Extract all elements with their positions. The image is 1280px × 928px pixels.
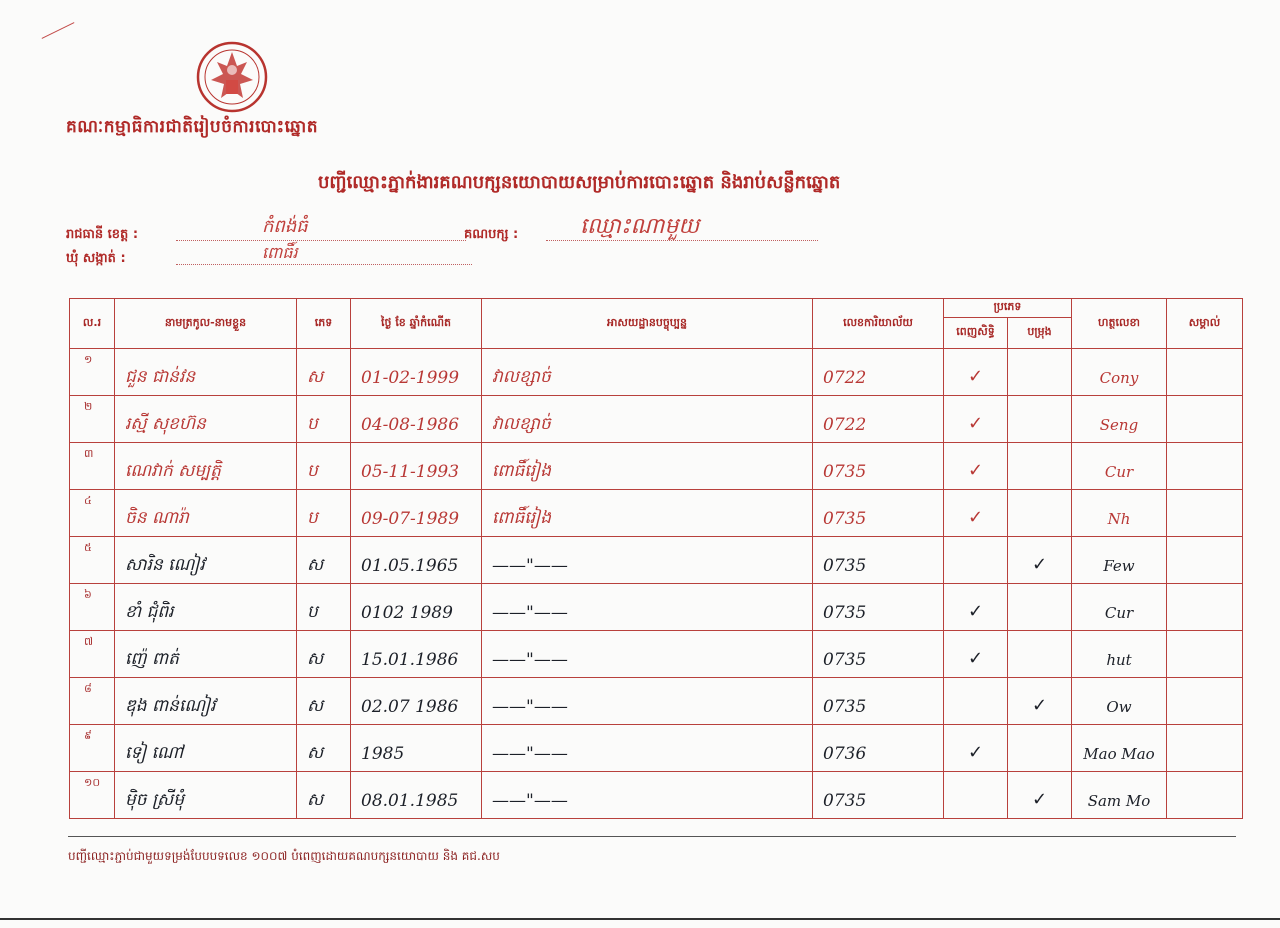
role-full-check: ✓ bbox=[967, 506, 984, 528]
col-dob: ថ្ងៃ ខែ ឆ្នាំកំណើត bbox=[351, 299, 482, 349]
station-cell bbox=[813, 490, 944, 537]
role-reserve-cell bbox=[1008, 772, 1072, 819]
col-address: អាសយដ្ឋានបច្ចុប្បន្ន bbox=[482, 299, 813, 349]
dob-cell bbox=[351, 490, 482, 537]
row-number: ៧ bbox=[84, 635, 94, 648]
station-cell bbox=[813, 584, 944, 631]
row-number: ១០ bbox=[84, 776, 101, 789]
sex-cell bbox=[297, 631, 351, 678]
station-number: 0735 bbox=[823, 556, 867, 576]
role-full-check: ✓ bbox=[967, 600, 984, 622]
role-full-check: ✓ bbox=[967, 459, 984, 481]
table-row bbox=[70, 396, 1243, 443]
row-number: ៥ bbox=[84, 541, 92, 554]
sex-cell bbox=[297, 725, 351, 772]
agent-address: ——"—— bbox=[492, 650, 568, 670]
agent-address: ——"—— bbox=[492, 697, 568, 717]
role-reserve-cell bbox=[1008, 490, 1072, 537]
agent-signature: Nh bbox=[1107, 510, 1131, 528]
sex-cell bbox=[297, 584, 351, 631]
name-cell bbox=[115, 631, 297, 678]
station-cell bbox=[813, 443, 944, 490]
role-reserve-check: ✓ bbox=[1031, 553, 1048, 575]
signature-cell bbox=[1072, 490, 1167, 537]
table-row bbox=[70, 490, 1243, 537]
agent-dob: 0102 1989 bbox=[361, 603, 453, 623]
agent-dob: 02.07 1986 bbox=[361, 697, 459, 717]
dob-cell bbox=[351, 443, 482, 490]
role-reserve-cell bbox=[1008, 349, 1072, 396]
station-cell bbox=[813, 537, 944, 584]
agent-dob: 04-08-1986 bbox=[361, 415, 460, 435]
signature-cell bbox=[1072, 772, 1167, 819]
table-row bbox=[70, 443, 1243, 490]
dob-cell bbox=[351, 396, 482, 443]
document-title: បញ្ជីឈ្មោះភ្នាក់ងារគណបក្សនយោបាយសម្រាប់ការបោះឆ្នោត និងរាប់សន្លឹកឆ្នោត bbox=[318, 172, 841, 193]
signature-cell bbox=[1072, 443, 1167, 490]
row-no-cell bbox=[70, 725, 115, 772]
row-number: ៦ bbox=[84, 588, 92, 601]
role-reserve-cell bbox=[1008, 537, 1072, 584]
agent-address: វាលខ្សាច់ bbox=[492, 413, 551, 434]
dob-cell bbox=[351, 631, 482, 678]
dob-cell bbox=[351, 349, 482, 396]
station-cell bbox=[813, 349, 944, 396]
signature-cell bbox=[1072, 396, 1167, 443]
name-cell bbox=[115, 537, 297, 584]
role-full-cell bbox=[944, 584, 1008, 631]
agent-name: ណេវាក់ សម្បត្តិ bbox=[125, 460, 221, 481]
party-value: ឈ្មោះណាមួយ bbox=[580, 214, 700, 239]
role-full-check: ✓ bbox=[967, 365, 984, 387]
province-label: រាជធានី ខេត្ត : bbox=[66, 227, 139, 242]
table-row bbox=[70, 678, 1243, 725]
name-cell bbox=[115, 772, 297, 819]
commune-line bbox=[176, 264, 472, 265]
agent-dob: 05-11-1993 bbox=[361, 462, 460, 482]
station-number: 0722 bbox=[823, 415, 867, 435]
address-cell bbox=[482, 349, 813, 396]
remark-cell bbox=[1167, 725, 1243, 772]
role-reserve-cell bbox=[1008, 725, 1072, 772]
address-cell bbox=[482, 443, 813, 490]
agent-sex: ស bbox=[307, 789, 324, 810]
agent-signature: Cur bbox=[1104, 604, 1134, 622]
address-cell bbox=[482, 772, 813, 819]
agent-dob: 09-07-1989 bbox=[361, 509, 460, 529]
col-role-group: ប្រភេទ bbox=[944, 299, 1072, 318]
signature-cell bbox=[1072, 349, 1167, 396]
table-row bbox=[70, 584, 1243, 631]
row-no-cell bbox=[70, 443, 115, 490]
agent-name: ម៉ិច ស្រីមុំ bbox=[125, 789, 185, 810]
agent-sex: ស bbox=[307, 366, 324, 387]
col-remark: សម្គាល់ bbox=[1167, 299, 1243, 349]
role-full-cell bbox=[944, 725, 1008, 772]
row-no-cell bbox=[70, 678, 115, 725]
agent-name: ឌុង ពាន់ណៀវ bbox=[125, 695, 216, 716]
row-no-cell bbox=[70, 490, 115, 537]
agent-sex: ស bbox=[307, 742, 324, 763]
table-row bbox=[70, 537, 1243, 584]
agent-name: ចិន ណារ៉ា bbox=[125, 507, 189, 528]
address-cell bbox=[482, 537, 813, 584]
role-full-check: ✓ bbox=[967, 741, 984, 763]
agent-dob: 01-02-1999 bbox=[361, 368, 460, 388]
sex-cell bbox=[297, 537, 351, 584]
sex-cell bbox=[297, 349, 351, 396]
sex-cell bbox=[297, 490, 351, 537]
col-role-full: ពេញសិទ្ធិ bbox=[944, 318, 1008, 349]
footer-note: បញ្ជីឈ្មោះភ្ជាប់ជាមួយទម្រង់បែបបទលេខ ១០០៧ បំពេញដោយគណបក្សនយោបាយ និង គជ.សប bbox=[68, 849, 500, 863]
role-reserve-cell bbox=[1008, 443, 1072, 490]
role-reserve-check: ✓ bbox=[1031, 694, 1048, 716]
signature-cell bbox=[1072, 584, 1167, 631]
row-no-cell bbox=[70, 537, 115, 584]
agent-signature: hut bbox=[1106, 651, 1132, 669]
name-cell bbox=[115, 396, 297, 443]
agent-sex: ស bbox=[307, 695, 324, 716]
dob-cell bbox=[351, 678, 482, 725]
row-number: ៣ bbox=[84, 447, 94, 460]
name-cell bbox=[115, 443, 297, 490]
remark-cell bbox=[1167, 396, 1243, 443]
address-cell bbox=[482, 584, 813, 631]
signature-cell bbox=[1072, 631, 1167, 678]
agent-address: ——"—— bbox=[492, 556, 568, 576]
sex-cell bbox=[297, 396, 351, 443]
station-cell bbox=[813, 725, 944, 772]
agent-dob: 1985 bbox=[361, 744, 405, 764]
agent-signature: Seng bbox=[1099, 416, 1139, 434]
agent-address: ——"—— bbox=[492, 603, 568, 623]
agent-signature: Cony bbox=[1099, 369, 1139, 387]
station-cell bbox=[813, 631, 944, 678]
sex-cell bbox=[297, 772, 351, 819]
name-cell bbox=[115, 349, 297, 396]
role-full-cell bbox=[944, 396, 1008, 443]
address-cell bbox=[482, 490, 813, 537]
station-cell bbox=[813, 396, 944, 443]
station-number: 0735 bbox=[823, 697, 867, 717]
station-cell bbox=[813, 678, 944, 725]
row-no-cell bbox=[70, 396, 115, 443]
remark-cell bbox=[1167, 678, 1243, 725]
agent-name: ខាំ ជុំពិរ bbox=[125, 601, 174, 622]
national-seal-icon bbox=[195, 40, 269, 114]
station-number: 0735 bbox=[823, 509, 867, 529]
col-station: លេខការិយាល័យ bbox=[813, 299, 944, 349]
agent-sex: ប bbox=[307, 507, 318, 528]
name-cell bbox=[115, 725, 297, 772]
row-no-cell bbox=[70, 631, 115, 678]
table-row bbox=[70, 349, 1243, 396]
agent-address: ពោធិ៍រៀង bbox=[492, 507, 552, 528]
role-full-cell bbox=[944, 490, 1008, 537]
name-cell bbox=[115, 490, 297, 537]
dob-cell bbox=[351, 772, 482, 819]
station-cell bbox=[813, 772, 944, 819]
agent-signature: Few bbox=[1103, 557, 1135, 575]
row-number: ៤ bbox=[84, 494, 92, 507]
row-number: ១ bbox=[84, 353, 93, 366]
dob-cell bbox=[351, 725, 482, 772]
row-number: ២ bbox=[84, 400, 93, 413]
agent-signature: Mao Mao bbox=[1083, 745, 1155, 763]
role-full-check: ✓ bbox=[967, 412, 984, 434]
role-reserve-cell bbox=[1008, 584, 1072, 631]
agent-dob: 08.01.1985 bbox=[361, 791, 459, 811]
footer-rule bbox=[68, 836, 1236, 837]
address-cell bbox=[482, 396, 813, 443]
commune-value: ពោធិ៍រ bbox=[262, 243, 298, 262]
role-full-cell bbox=[944, 537, 1008, 584]
signature-cell bbox=[1072, 725, 1167, 772]
signature-cell bbox=[1072, 537, 1167, 584]
name-cell bbox=[115, 584, 297, 631]
agent-name: សារិន ណៀវ bbox=[125, 554, 205, 575]
address-cell bbox=[482, 678, 813, 725]
agent-name: ជួន ជាន់វន bbox=[125, 366, 196, 387]
name-cell bbox=[115, 678, 297, 725]
role-reserve-cell bbox=[1008, 678, 1072, 725]
role-full-check: ✓ bbox=[967, 647, 984, 669]
dob-cell bbox=[351, 584, 482, 631]
province-value: កំពង់ធំ bbox=[262, 216, 308, 237]
signature-cell bbox=[1072, 678, 1167, 725]
col-no: ល.រ bbox=[70, 299, 115, 349]
role-full-cell bbox=[944, 772, 1008, 819]
row-number: ៩ bbox=[84, 729, 92, 742]
row-no-cell bbox=[70, 772, 115, 819]
remark-cell bbox=[1167, 537, 1243, 584]
station-number: 0735 bbox=[823, 603, 867, 623]
pen-stroke bbox=[42, 22, 75, 39]
row-no-cell bbox=[70, 584, 115, 631]
sex-cell bbox=[297, 443, 351, 490]
remark-cell bbox=[1167, 490, 1243, 537]
remark-cell bbox=[1167, 584, 1243, 631]
agent-dob: 01.05.1965 bbox=[361, 556, 459, 576]
agent-sex: ស bbox=[307, 648, 324, 669]
role-reserve-cell bbox=[1008, 396, 1072, 443]
col-role-reserve: បម្រុង bbox=[1008, 318, 1072, 349]
table-row bbox=[70, 725, 1243, 772]
agent-sex: ប bbox=[307, 601, 318, 622]
station-number: 0736 bbox=[823, 744, 867, 764]
address-cell bbox=[482, 631, 813, 678]
role-full-cell bbox=[944, 631, 1008, 678]
agent-address: ——"—— bbox=[492, 744, 568, 764]
role-full-cell bbox=[944, 678, 1008, 725]
province-line bbox=[176, 240, 466, 241]
agent-name: រស្មី សុខហ៊ន bbox=[125, 413, 206, 434]
row-number: ៨ bbox=[84, 682, 92, 695]
remark-cell bbox=[1167, 772, 1243, 819]
party-label: គណបក្ស : bbox=[464, 227, 519, 242]
scan-edge bbox=[0, 918, 1280, 920]
remark-cell bbox=[1167, 443, 1243, 490]
address-cell bbox=[482, 725, 813, 772]
station-number: 0735 bbox=[823, 650, 867, 670]
agent-address: ——"—— bbox=[492, 791, 568, 811]
row-no-cell bbox=[70, 349, 115, 396]
dob-cell bbox=[351, 537, 482, 584]
col-signature: ហត្ថលេខា bbox=[1072, 299, 1167, 349]
station-number: 0722 bbox=[823, 368, 867, 388]
agent-name: ទៀ ណៅ bbox=[125, 742, 184, 763]
agent-sex: ប bbox=[307, 413, 318, 434]
agent-signature: Cur bbox=[1104, 463, 1134, 481]
agent-dob: 15.01.1986 bbox=[361, 650, 459, 670]
remark-cell bbox=[1167, 631, 1243, 678]
agent-address: វាលខ្សាច់ bbox=[492, 366, 551, 387]
agent-name: ញ៉េ ពាត់ bbox=[125, 648, 179, 669]
agent-signature: Ow bbox=[1106, 698, 1132, 716]
station-number: 0735 bbox=[823, 462, 867, 482]
role-full-cell bbox=[944, 443, 1008, 490]
table-row bbox=[70, 631, 1243, 678]
organization-name: គណៈកម្មាធិការជាតិរៀបចំការបោះឆ្នោត bbox=[66, 117, 319, 137]
remark-cell bbox=[1167, 349, 1243, 396]
role-reserve-check: ✓ bbox=[1031, 788, 1048, 810]
commune-label: ឃុំ សង្កាត់ : bbox=[66, 251, 126, 266]
agent-address: ពោធិ៍រៀង bbox=[492, 460, 552, 481]
sex-cell bbox=[297, 678, 351, 725]
station-number: 0735 bbox=[823, 791, 867, 811]
col-name: នាមត្រកូល-នាមខ្លួន bbox=[115, 299, 297, 349]
col-sex: ភេទ bbox=[297, 299, 351, 349]
table-row bbox=[70, 772, 1243, 819]
agent-register-table bbox=[69, 298, 1243, 819]
role-reserve-cell bbox=[1008, 631, 1072, 678]
agent-signature: Sam Mo bbox=[1087, 792, 1151, 810]
role-full-cell bbox=[944, 349, 1008, 396]
agent-sex: ស bbox=[307, 554, 324, 575]
agent-sex: ប bbox=[307, 460, 318, 481]
